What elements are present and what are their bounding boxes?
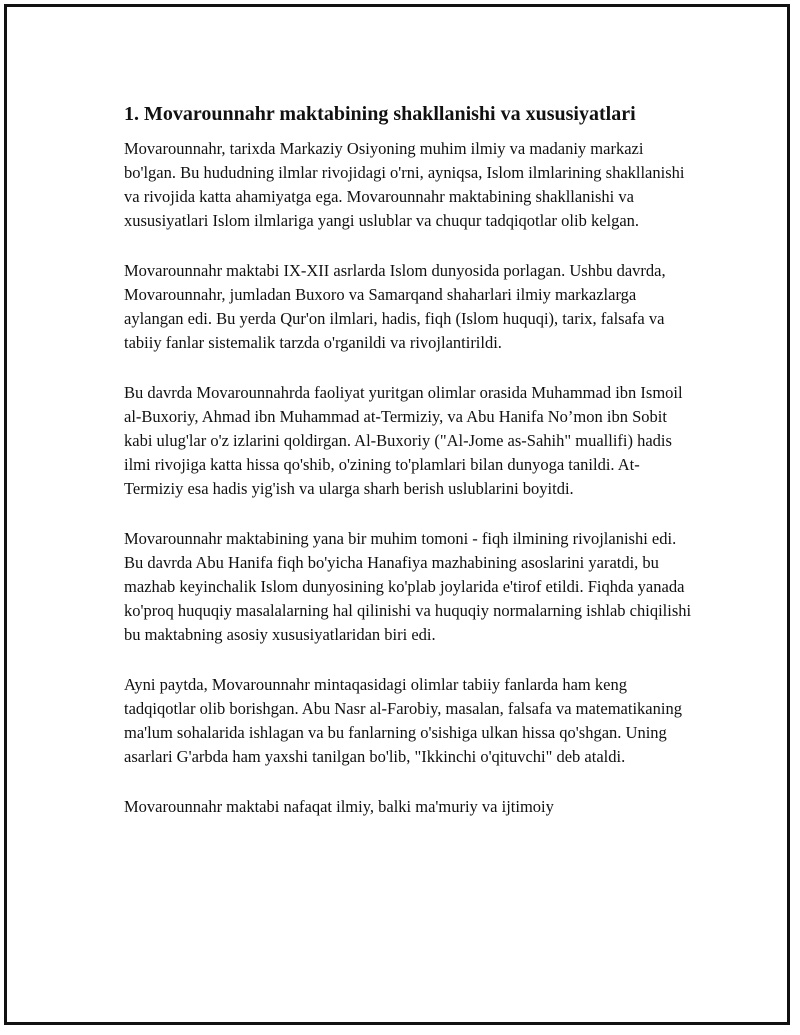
paragraph: Movarounnahr maktabining yana bir muhim tomoni - fiqh ilmining rivojlanishi edi. Bu davrda Abu Hanifa fiqh bo'yicha Hanafiya mazhabining asoslarini yaratdi, bu mazhab keyinchalik Islom dunyosining ko'plab joylarida e'tirof etildi. Fiqhda yanada ko'proq huquqiy masalalarning hal qilinishi va huquqiy normalarning ishlab chiqilishi bu maktabning asosiy xususiyatlaridan biri edi.: [124, 529, 692, 644]
paragraph: Bu davrda Movarounnahrda faoliyat yuritgan olimlar orasida Muhammad ibn Ismoil al-Buxoriy, Ahmad ibn Muhammad at-Termiziy, va Abu Hanifa No’mon ibn Sobit kabi ulug'lar o'z izlarini qoldirgan. Al-Buxoriy ("Al-Jome as-Sahih" muallifi) hadis ilmi rivojiga katta hissa qo'shib, o'zining to'plamlari bilan dunyoga tanildi. At-Termiziy esa hadis yig'ish va ularga sharh berish uslublarini boyitdi.: [124, 383, 683, 498]
page-frame: [4, 4, 790, 1025]
paragraph: Movarounnahr, tarixda Markaziy Osiyoning muhim ilmiy va madaniy markazi bo'lgan. Bu hududning ilmlar rivojidagi o'rni, ayniqsa, Islom ilmlarining shakllanishi va rivojida katta ahamiyatga ega. Movarounnahr maktabining shakllanishi va xususiyatlari Islom ilmlariga yangi uslublar va chuqur tadqiqotlar olib kelgan.: [124, 139, 685, 230]
paragraph: Movarounnahr maktabi IX-XII asrlarda Islom dunyosida porlagan. Ushbu davrda, Movarounnahr, jumladan Buxoro va Samarqand shaharlari ilmiy markazlarga aylangan edi. Bu yerda Qur'on ilmlari, hadis, fiqh (Islom huquqi), tarix, falsafa va tabiiy fanlar sistemalik tarzda o'rganildi va rivojlantirildi.: [124, 261, 666, 352]
paragraph: Ayni paytda, Movarounnahr mintaqasidagi olimlar tabiiy fanlarda ham keng tadqiqotlar olib borishgan. Abu Nasr al-Farobiy, masalan, falsafa va matematikaning ma'lum sohalarida ishlagan va bu fanlarning o'sishiga ulkan hissa qo'shgan. Uning asarlari G'arbda ham yaxshi tanilgan bo'lib, "Ikkinchi o'qituvchi" deb ataldi.: [124, 675, 682, 766]
paragraph: Movarounnahr maktabi nafaqat ilmiy, balki ma'muriy va ijtimoiy: [124, 797, 554, 816]
document-body: [124, 101, 694, 845]
document-title: 1. Movarounnahr maktabining shakllanishi va xususiyatlari: [124, 103, 636, 125]
